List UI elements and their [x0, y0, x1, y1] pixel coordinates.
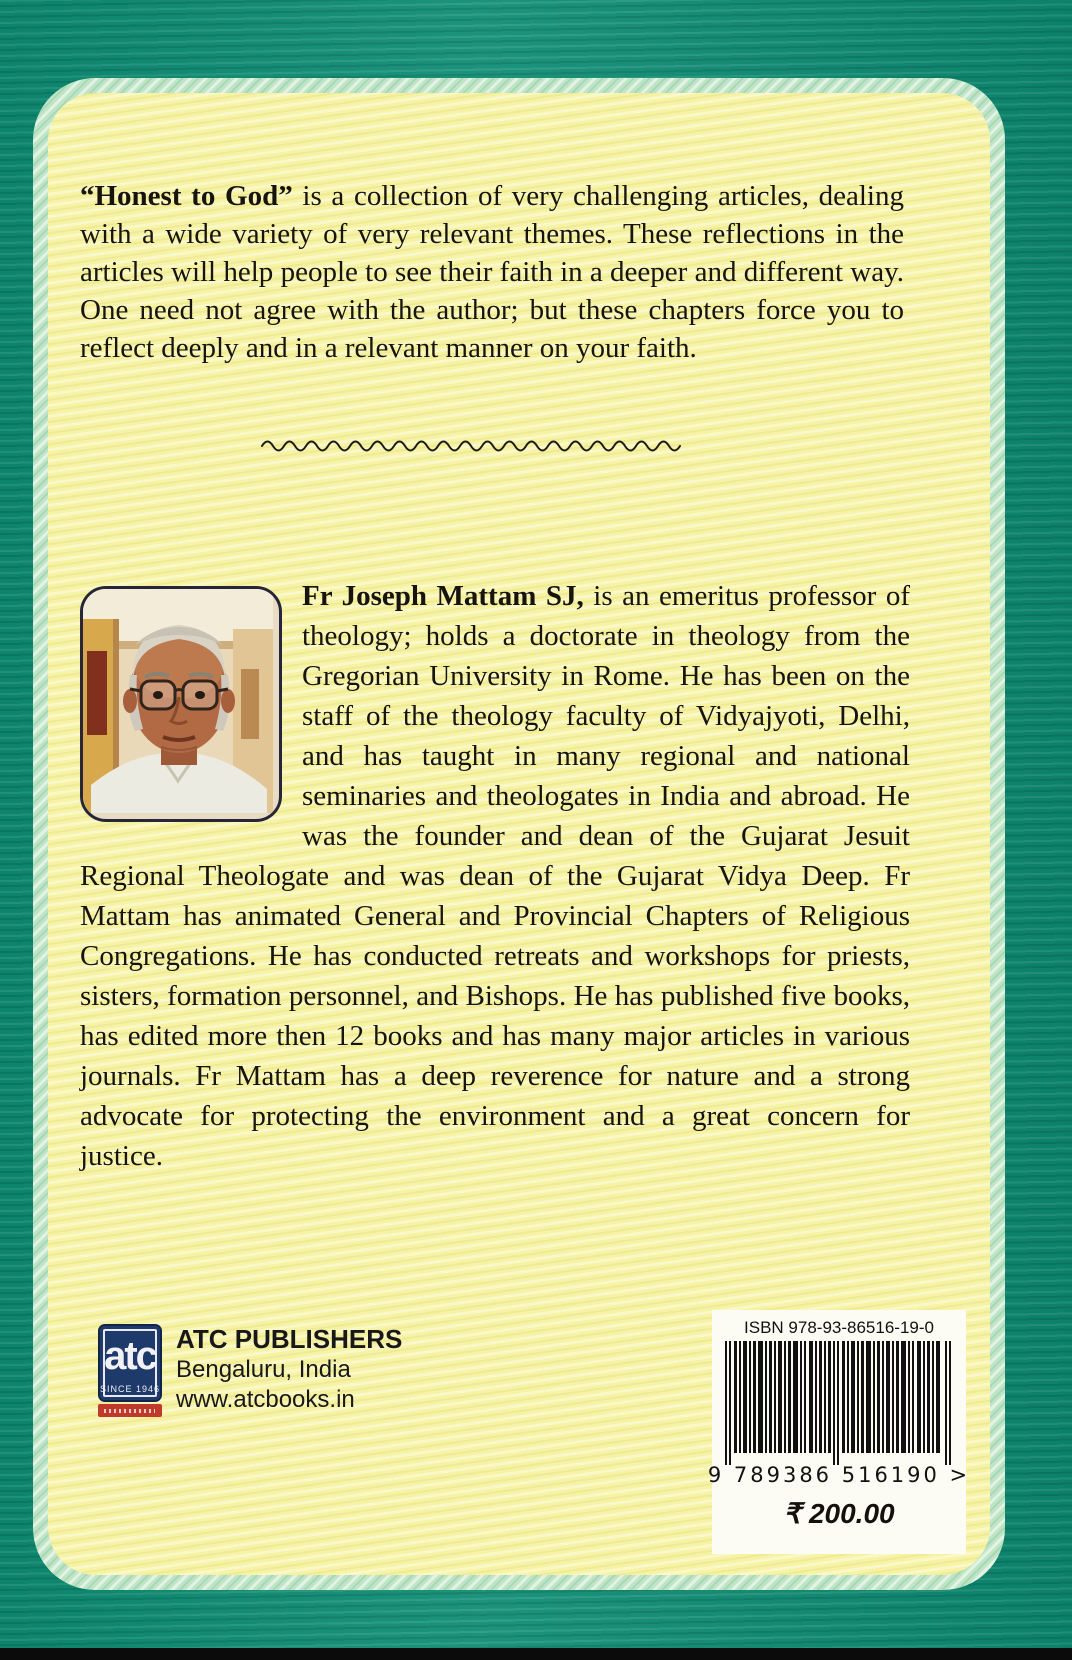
- isbn-box: [707, 1310, 971, 1554]
- barcode-graphic: [725, 1341, 953, 1465]
- atc-logo-acronym: atc: [104, 1334, 156, 1378]
- atc-logo: [98, 1324, 162, 1417]
- price-label: ₹ 200.00: [783, 1498, 895, 1529]
- atc-logo-since: SINCE 1946: [99, 1384, 161, 1394]
- blurb-paragraph: [80, 177, 904, 367]
- wavy-divider: [258, 432, 688, 458]
- barcode-digits: 9 789386 516190 >: [707, 1463, 971, 1487]
- publisher-website: www.atcbooks.in: [176, 1386, 355, 1413]
- author-portrait-graphic: [83, 589, 273, 813]
- publisher-info: [176, 1324, 402, 1415]
- author-photo: [80, 586, 282, 822]
- atc-logo-red-strip: [98, 1404, 162, 1417]
- author-section: [80, 576, 910, 1176]
- author-bio-text: is an emeritus professor of theology; holds a doctorate in theology from the Gregorian University in Rome. He has been on the staff of the theology faculty of Vidyajyoti, Delhi, and has taught in many regional and national seminaries and theologates in India and abroad. He was the founder and dean of the Gujarat Jesuit Regional Theologate and was dean of the Gujarat Vidya Deep. Fr Mattam has animated General and Provincial Chapters of Religious Congregations. He has conducted retreats and workshops for priests, sisters, formation personnel, and Bishops. He has published five books, has edited more then 12 books and has many major articles in various journals. Fr Mattam has a deep reverence for nature and a strong advocate for protecting the environment and a great concern for justice.: [80, 580, 910, 1172]
- publisher-block: [98, 1324, 402, 1417]
- isbn-label: ISBN 978-93-86516-19-0: [744, 1318, 934, 1337]
- blurb-title-lead: “Honest to God”: [80, 180, 293, 212]
- publisher-name: ATC PUBLISHERS: [176, 1324, 403, 1354]
- blurb-body: is a collection of very challenging articles, dealing with a wide variety of very relevant themes. These reflections in the articles will help people to see their faith in a deeper and different way. One need not agree with the author; but these chapters force you to reflect deeply and in a relevant manner on your faith.: [80, 180, 904, 364]
- publisher-location: Bengaluru, India: [176, 1356, 351, 1383]
- author-name-lead: Fr Joseph Mattam SJ,: [302, 580, 584, 612]
- bottom-edge-strip: [0, 1648, 1072, 1660]
- atc-logo-square: [98, 1324, 162, 1402]
